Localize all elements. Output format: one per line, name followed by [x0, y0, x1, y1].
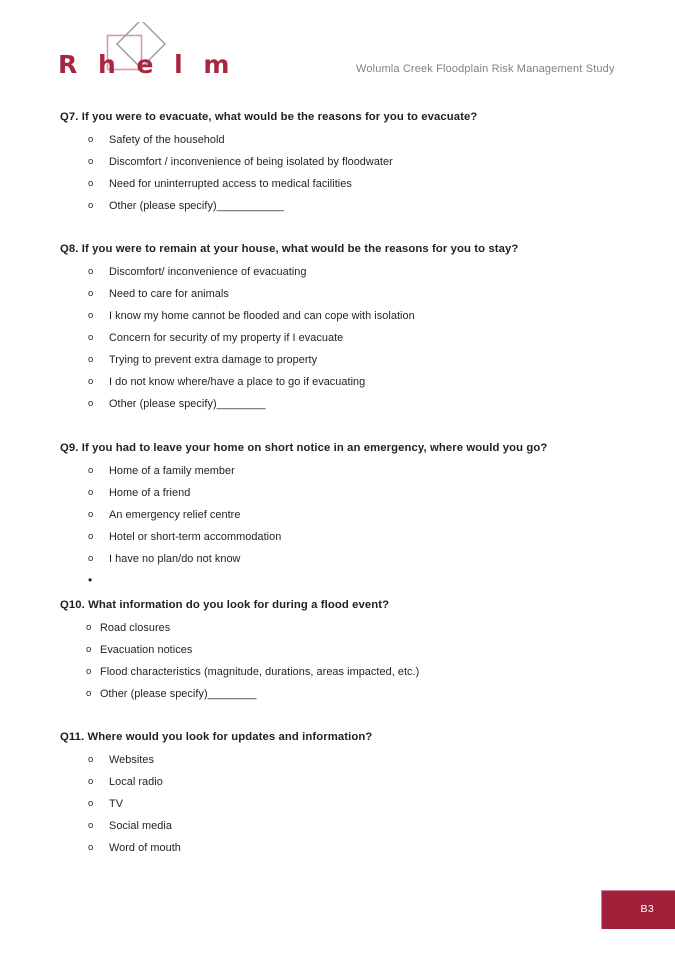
option-label: I know my home cannot be flooded and can cope with isolation	[109, 310, 415, 322]
question-block-q7	[0, 110, 675, 213]
option-circle-icon: o	[88, 266, 94, 277]
option-item[interactable]	[88, 797, 675, 811]
option-circle-icon: o	[88, 156, 94, 167]
option-item[interactable]	[88, 841, 675, 855]
option-circle-icon: o	[86, 688, 92, 699]
option-circle-icon: o	[88, 798, 94, 809]
logo-wordmark: R h e l m	[58, 50, 236, 79]
question-title-q8: Q8. If you were to remain at your house, what would be the reasons for you to stay?	[60, 243, 519, 255]
option-circle-icon: o	[86, 622, 92, 633]
option-circle-icon: o	[88, 332, 94, 343]
option-circle-icon: o	[88, 376, 94, 387]
question-block-q8	[0, 242, 675, 411]
option-label: Need for uninterrupted access to medical facilities	[109, 178, 352, 190]
option-item[interactable]	[86, 687, 675, 701]
option-circle-icon: o	[88, 178, 94, 189]
question-title-q9: Q9. If you had to leave your home on short notice in an emergency, where would you go?	[60, 442, 548, 454]
option-label: Word of mouth	[109, 842, 181, 854]
document-header-title: Wolumla Creek Floodplain Risk Management Study	[356, 63, 615, 75]
option-circle-icon: o	[88, 200, 94, 211]
option-list-q9	[0, 464, 675, 587]
option-label: Hotel or short-term accommodation	[109, 531, 282, 543]
option-item[interactable]	[88, 508, 675, 522]
option-circle-icon: o	[88, 531, 94, 542]
option-label: Websites	[109, 754, 154, 766]
option-label: Road closures	[100, 622, 171, 634]
question-title-q11: Q11. Where would you look for updates and information?	[60, 731, 373, 743]
option-label: Flood characteristics (magnitude, durations, areas impacted, etc.)	[100, 666, 420, 678]
option-item[interactable]	[88, 177, 675, 191]
option-item[interactable]	[88, 775, 675, 789]
option-item[interactable]	[88, 287, 675, 301]
option-item[interactable]	[88, 155, 675, 169]
option-label: Home of a family member	[109, 465, 235, 477]
option-circle-icon: o	[88, 134, 94, 145]
option-circle-icon: o	[88, 310, 94, 321]
question-block-q9	[0, 441, 675, 587]
option-circle-icon: o	[88, 553, 94, 564]
option-circle-icon: o	[88, 820, 94, 831]
option-circle-icon: o	[88, 509, 94, 520]
option-list-q8	[0, 265, 675, 411]
option-label: Local radio	[109, 776, 163, 788]
option-item[interactable]	[88, 133, 675, 147]
option-bullet-icon: •	[88, 573, 93, 587]
option-item[interactable]	[88, 552, 675, 566]
option-circle-icon: o	[88, 398, 94, 409]
page-number-label: B3	[640, 903, 654, 915]
option-label: Concern for security of my property if I evacuate	[109, 332, 344, 344]
option-label: Other (please specify)___________	[109, 200, 284, 212]
option-label: Discomfort / inconvenience of being isolated by floodwater	[109, 156, 393, 168]
option-circle-icon: o	[88, 354, 94, 365]
option-circle-icon: o	[88, 465, 94, 476]
option-circle-icon: o	[88, 776, 94, 787]
option-label: Home of a friend	[109, 487, 191, 499]
option-item[interactable]	[88, 375, 675, 389]
option-item[interactable]	[88, 530, 675, 544]
option-label: I have no plan/do not know	[109, 553, 241, 565]
option-label: Safety of the household	[109, 134, 225, 146]
option-label: Evacuation notices	[100, 644, 193, 656]
option-label: Need to care for animals	[109, 288, 229, 300]
option-item[interactable]	[88, 464, 675, 478]
page-header	[0, 0, 675, 96]
option-item[interactable]	[88, 753, 675, 767]
option-circle-icon: o	[88, 288, 94, 299]
option-item[interactable]	[86, 643, 675, 657]
option-item[interactable]	[88, 331, 675, 345]
option-label: Social media	[109, 820, 172, 832]
option-circle-icon: o	[88, 754, 94, 765]
page-number-badge	[601, 890, 675, 929]
question-title-q7: Q7. If you were to evacuate, what would be the reasons for you to evacuate?	[60, 111, 478, 123]
option-list-q7	[0, 133, 675, 213]
option-item[interactable]	[88, 486, 675, 500]
option-circle-icon: o	[86, 666, 92, 677]
option-item[interactable]	[88, 265, 675, 279]
option-label: Trying to prevent extra damage to property	[109, 354, 318, 366]
option-item[interactable]	[88, 397, 675, 411]
option-item[interactable]	[86, 621, 675, 635]
option-list-q10	[0, 621, 675, 701]
question-block-q11	[0, 730, 675, 855]
option-label: An emergency relief centre	[109, 509, 241, 521]
option-item[interactable]	[88, 199, 675, 213]
option-circle-icon: o	[88, 487, 94, 498]
option-label: Discomfort/ inconvenience of evacuating	[109, 266, 307, 278]
option-label: Other (please specify)________	[100, 688, 257, 700]
option-item[interactable]	[86, 665, 675, 679]
option-item[interactable]	[88, 353, 675, 367]
option-list-q11	[0, 753, 675, 855]
option-circle-icon: o	[86, 644, 92, 655]
option-item[interactable]	[88, 309, 675, 323]
option-label: TV	[109, 798, 124, 810]
option-label: I do not know where/have a place to go if evacuating	[109, 376, 366, 388]
option-item[interactable]	[88, 819, 675, 833]
option-circle-icon: o	[88, 842, 94, 853]
rhelm-logo	[58, 22, 248, 84]
question-block-q10	[0, 598, 675, 701]
option-label: Other (please specify)________	[109, 398, 266, 410]
question-title-q10: Q10. What information do you look for during a flood event?	[60, 599, 390, 611]
